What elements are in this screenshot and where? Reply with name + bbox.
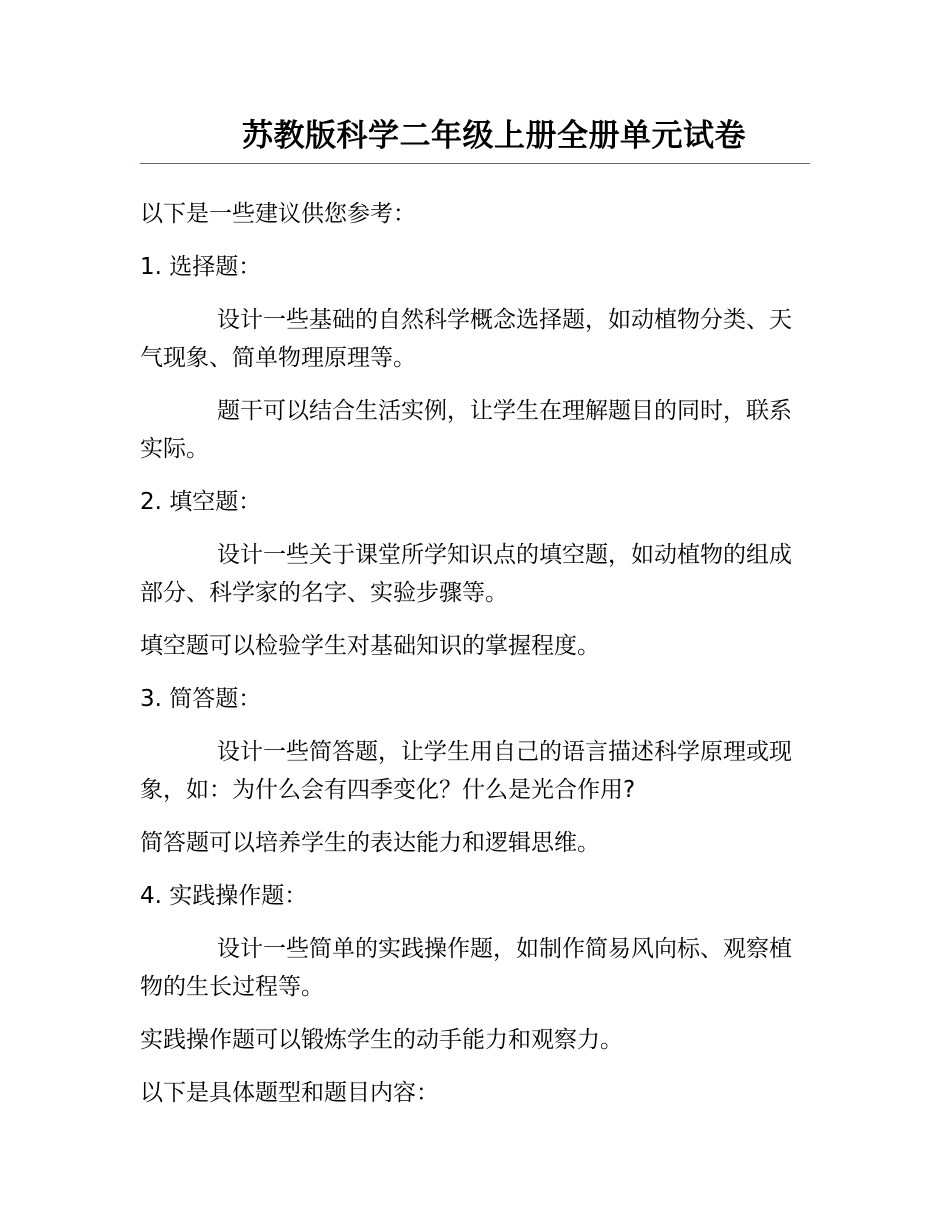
section-heading-practice: 4. 实践操作题： <box>140 883 308 909</box>
section-body-choice: 设计一些基础的自然科学概念选择题，如动植物分类、天气现象、简单物理原理等。 <box>140 307 792 371</box>
section-note-fill-blank: 填空题可以检验学生对基础知识的掌握程度。 <box>140 633 600 659</box>
section-body-practice: 设计一些简单的实践操作题，如制作简易风向标、观察植物的生长过程等。 <box>140 936 792 1000</box>
intro-paragraph: 以下是一些建议供您参考： <box>140 201 416 227</box>
document-title: 苏教版科学二年级上册全册单元试卷 <box>242 118 746 154</box>
section-heading-short-answer: 3. 简答题： <box>140 686 262 712</box>
document-body <box>140 195 810 1112</box>
section-heading-choice: 1. 选择题： <box>140 254 262 280</box>
title-underline <box>140 163 810 164</box>
closing-paragraph: 以下是具体题型和题目内容： <box>140 1080 439 1106</box>
section-note-choice: 题干可以结合生活实例，让学生在理解题目的同时，联系实际。 <box>140 398 792 462</box>
section-heading-fill-blank: 2. 填空题： <box>140 489 262 515</box>
section-note-short-answer: 简答题可以培养学生的表达能力和逻辑思维。 <box>140 830 600 856</box>
section-body-fill-blank: 设计一些关于课堂所学知识点的填空题，如动植物的组成部分、科学家的名字、实验步骤等。 <box>140 542 792 606</box>
section-note-practice: 实践操作题可以锻炼学生的动手能力和观察力。 <box>140 1027 623 1053</box>
section-body-short-answer: 设计一些简答题，让学生用自己的语言描述科学原理或现象，如：为什么会有四季变化？什么是光合作用? <box>140 739 792 803</box>
